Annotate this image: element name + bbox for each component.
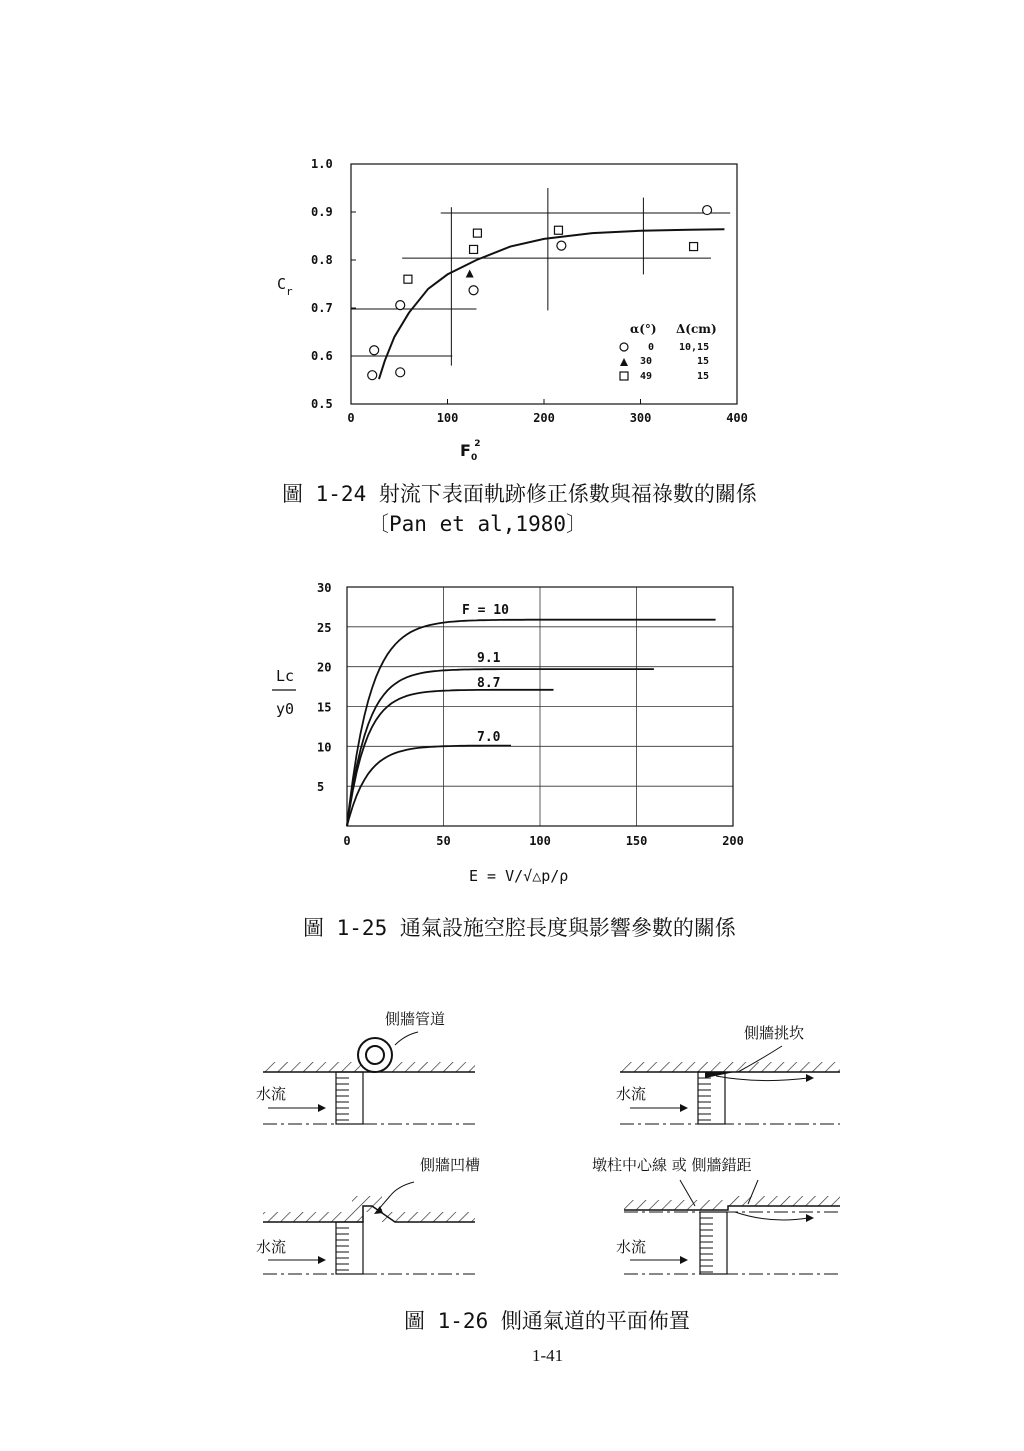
- figure3-caption: 圖 1-26 側通氣道的平面佈置: [404, 1309, 690, 1333]
- data-point-circle: [557, 241, 566, 250]
- gate-slot: [336, 1072, 363, 1124]
- flow-arrow-head-icon: [680, 1104, 688, 1112]
- flow-arrow-head-icon: [318, 1256, 326, 1264]
- x-tick-label: 100: [436, 411, 459, 425]
- flow-arrow-head-icon: [318, 1104, 326, 1112]
- fit-curve: [379, 229, 724, 379]
- y-tick-label: 10: [317, 740, 332, 755]
- x-tick-label: 0: [347, 411, 355, 425]
- label-side-wall-pipe: 側牆管道: [385, 1010, 446, 1028]
- page-number: 1-41: [532, 1346, 564, 1365]
- curve-label-f10: F = 10: [462, 603, 509, 618]
- x-tick-label: 300: [629, 411, 652, 425]
- series-line-2: [347, 690, 554, 826]
- curve-label-7-0: 7.0: [477, 730, 501, 745]
- label-flow-2: 水流: [616, 1085, 647, 1103]
- label-flow-3: 水流: [256, 1238, 287, 1256]
- side-aeration-layouts: [256, 1010, 840, 1274]
- curve-label-8-7: 8.7: [477, 676, 501, 691]
- panel-side-wall-pipe: [256, 1010, 475, 1124]
- wall-hatch-downstream: [728, 1196, 840, 1206]
- x-axis-label: $F_02$: [460, 439, 481, 463]
- panel-pier-offset: [592, 1156, 840, 1274]
- jet-trajectory: [735, 1212, 808, 1220]
- panel-side-wall-deflector: [616, 1024, 840, 1124]
- x-tick-label: 150: [625, 834, 648, 848]
- label-pier-offset: 墩柱中心線 或 側牆錯距: [592, 1156, 752, 1174]
- plot-frame: [351, 164, 737, 404]
- y-tick-label: 0.7: [311, 301, 333, 315]
- gate-slot: [698, 1072, 725, 1124]
- legend-delta-3: 15: [697, 371, 710, 382]
- y-tick-label: 25: [317, 620, 332, 635]
- x-axis-label: E = V/√△p/ρ: [469, 867, 569, 885]
- curve-label-9-1: 9.1: [477, 651, 501, 666]
- figure1-caption: 圖 1-24 射流下表面軌跡修正係數與福祿數的關係: [282, 482, 757, 506]
- legend-alpha-2: 30: [640, 356, 653, 367]
- wall-hatch-downstream: [382, 1212, 475, 1222]
- legend-triangle-marker: [620, 358, 628, 366]
- series-line-0: [347, 620, 716, 826]
- x-tick-label: 200: [533, 411, 555, 425]
- data-point-square: [554, 226, 562, 234]
- leader-line: [395, 1032, 418, 1045]
- legend: [620, 322, 717, 382]
- series-line-1: [347, 669, 654, 826]
- leader-line: [378, 1182, 414, 1210]
- jet-trajectory: [716, 1076, 808, 1081]
- gate-slot: [336, 1222, 363, 1274]
- data-point-circle: [469, 286, 478, 295]
- legend-delta-1: 10,15: [679, 342, 710, 353]
- data-point-triangle: [466, 269, 474, 277]
- figure2-caption: 圖 1-25 通氣設施空腔長度與影響參數的關係: [303, 916, 736, 940]
- data-point-circle: [703, 206, 712, 215]
- y-tick-label: 0.6: [311, 349, 333, 363]
- figure1-citation: 〔Pan et al,1980〕: [368, 512, 588, 536]
- wall-hatch: [620, 1062, 840, 1072]
- cavity-length-chart: [272, 581, 744, 885]
- y-tick-label: 20: [317, 660, 332, 675]
- data-point-circle: [396, 368, 405, 377]
- y-tick-label: 0.8: [311, 253, 333, 267]
- data-point-square: [473, 229, 481, 237]
- jet-arrow-head-icon: [806, 1214, 814, 1222]
- data-point-square: [690, 243, 698, 251]
- y-tick-label: 15: [317, 700, 332, 715]
- wall-hatch-upstream: [624, 1200, 724, 1210]
- label-flow-4: 水流: [616, 1238, 647, 1256]
- x-tick-label: 400: [726, 411, 748, 425]
- y-tick-label: 30: [317, 581, 332, 595]
- label-side-wall-deflector: 側牆挑坎: [744, 1024, 805, 1042]
- legend-header-delta: Δ(cm): [676, 322, 717, 336]
- data-point-square: [404, 275, 412, 283]
- flow-arrow-head-icon: [680, 1256, 688, 1264]
- curve-labels: [462, 603, 509, 745]
- y-axis-label-bottom: y0: [276, 700, 295, 718]
- y-tick-label: 5: [317, 780, 325, 795]
- y-tick-label: 0.9: [311, 205, 333, 219]
- legend-delta-2: 15: [697, 356, 710, 367]
- x-tick-label: 0: [343, 834, 351, 848]
- data-point-circle: [396, 301, 405, 310]
- cr-vs-froude-chart: [277, 157, 748, 463]
- data-point-circle: [368, 371, 377, 380]
- legend-circle-marker: [620, 343, 628, 351]
- legend-header-alpha: α(°): [630, 322, 657, 336]
- y-tick-label: 0.5: [311, 397, 333, 411]
- wall-hatch-upstream: [263, 1212, 363, 1222]
- x-tick-label: 200: [722, 834, 744, 848]
- legend-alpha-3: 49: [640, 371, 653, 382]
- data-point-circle: [370, 346, 379, 355]
- label-flow-1: 水流: [256, 1085, 287, 1103]
- y-axis-label: $C_r$: [277, 275, 293, 298]
- x-tick-label: 100: [529, 834, 551, 848]
- pipe-inner-icon: [366, 1046, 384, 1064]
- y-tick-label: 1.0: [311, 157, 333, 171]
- legend-alpha-1: 0: [648, 342, 655, 353]
- x-tick-label: 50: [436, 834, 451, 848]
- gate-slot: [700, 1212, 727, 1274]
- legend-square-marker: [620, 372, 628, 380]
- jet-arrow-head-icon: [806, 1074, 814, 1082]
- label-side-wall-recess: 側牆凹槽: [420, 1156, 481, 1174]
- panel-side-wall-recess: [256, 1156, 480, 1274]
- y-axis-label-top: Lc: [276, 667, 295, 685]
- data-point-square: [470, 245, 478, 253]
